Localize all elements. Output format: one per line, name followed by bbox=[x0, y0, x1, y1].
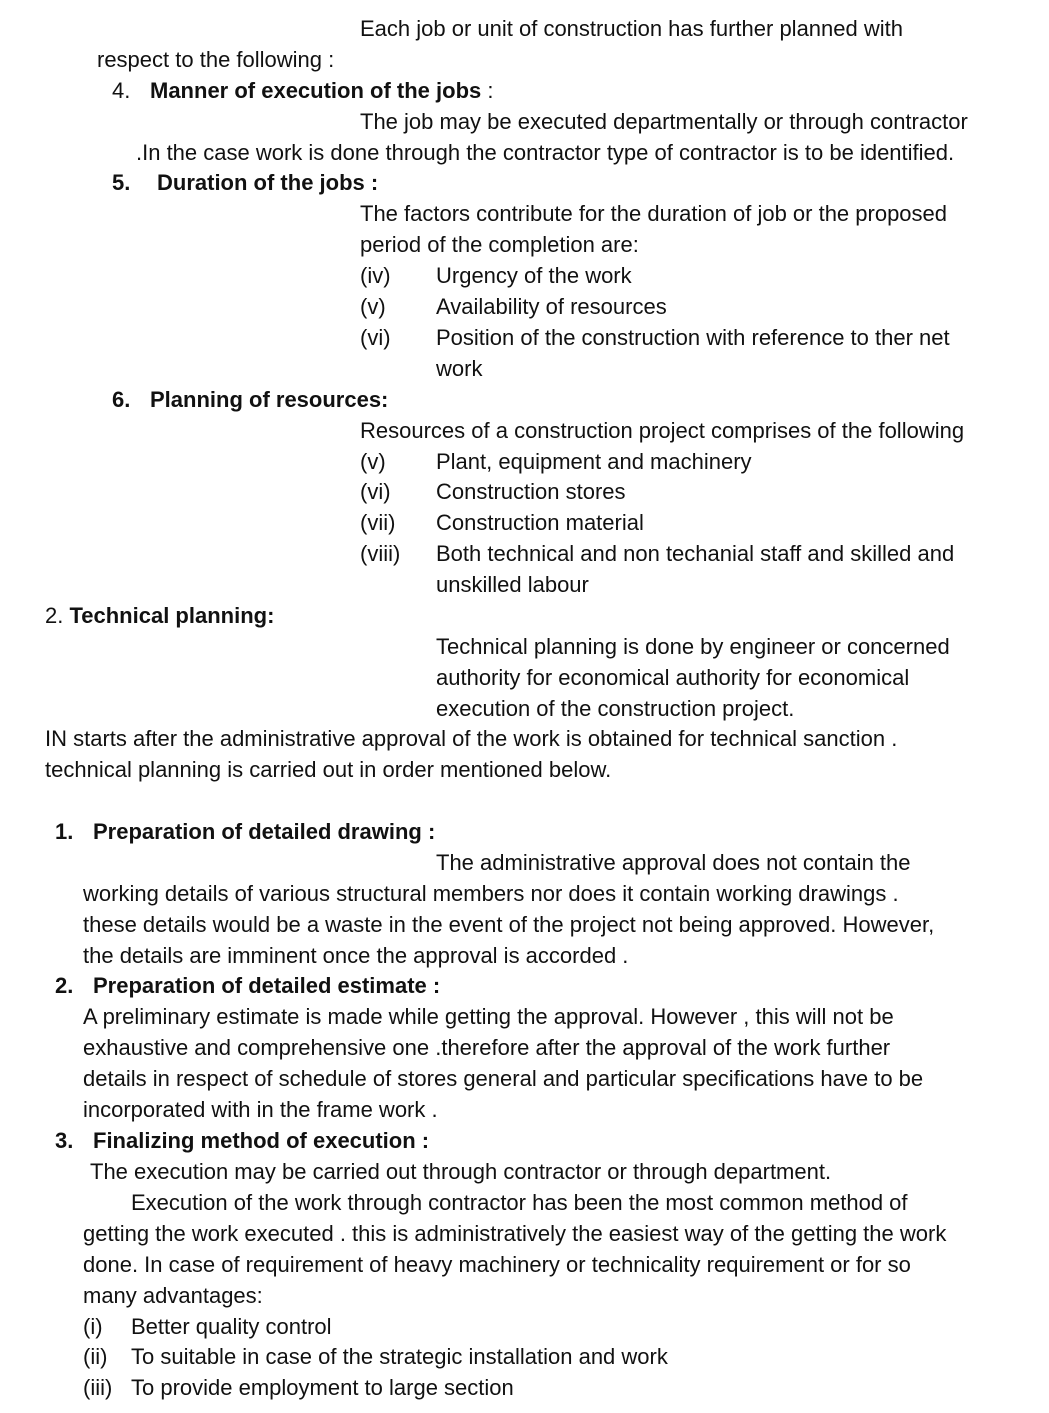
list-marker: (vi) bbox=[360, 479, 391, 504]
body-text: execution of the construction project. bbox=[436, 696, 795, 721]
body-text: The execution may be carried out through contractor or through department. bbox=[90, 1159, 832, 1184]
text-line bbox=[360, 201, 947, 227]
text-line bbox=[97, 47, 334, 73]
body-text: A preliminary estimate is made while getting the approval. However , this will not be bbox=[83, 1004, 894, 1029]
list-marker: 3. bbox=[55, 1128, 74, 1153]
list-marker: (iv) bbox=[360, 263, 391, 288]
body-text: .In the case work is done through the contractor type of contractor is to be identified. bbox=[136, 140, 955, 165]
list-marker: (vi) bbox=[360, 325, 391, 350]
heading-text: Preparation of detailed estimate : bbox=[93, 973, 441, 998]
list-marker: (vii) bbox=[360, 510, 396, 535]
text-line bbox=[83, 1066, 923, 1092]
body-text: To suitable in case of the strategic installation and work bbox=[131, 1344, 668, 1369]
list-marker: 5. bbox=[112, 170, 131, 195]
text-line bbox=[83, 1097, 438, 1123]
text-line bbox=[93, 1128, 429, 1154]
text-line bbox=[93, 973, 440, 999]
text-line bbox=[93, 819, 435, 845]
text-line bbox=[436, 572, 589, 598]
body-text: authority for economical authority for economical bbox=[436, 665, 910, 690]
text-line bbox=[360, 418, 964, 444]
body-text: Plant, equipment and machinery bbox=[436, 449, 752, 474]
body-text: Construction stores bbox=[436, 479, 626, 504]
body-text: working details of various structural members nor does it contain working drawings . bbox=[83, 881, 899, 906]
text-line bbox=[436, 510, 644, 536]
body-text: Each job or unit of construction has further planned with bbox=[360, 16, 903, 41]
list-marker: (viii) bbox=[360, 541, 401, 566]
text-line bbox=[83, 1283, 263, 1309]
text-line bbox=[131, 1190, 908, 1216]
text-line bbox=[83, 1004, 894, 1030]
body-text: Better quality control bbox=[131, 1314, 332, 1339]
text-line bbox=[45, 757, 611, 783]
body-text: The administrative approval does not contain the bbox=[436, 850, 911, 875]
body-text: Both technical and non techanial staff and skilled and bbox=[436, 541, 955, 566]
body-text: exhaustive and comprehensive one .therefore after the approval of the work further bbox=[83, 1035, 891, 1060]
body-text: done. In case of requirement of heavy machinery or technicality requirement or for so bbox=[83, 1252, 911, 1277]
body-text: Execution of the work through contractor has been the most common method of bbox=[131, 1190, 908, 1215]
text-line bbox=[83, 881, 899, 907]
heading-text: Preparation of detailed drawing : bbox=[93, 819, 436, 844]
body-text: Construction material bbox=[436, 510, 644, 535]
list-marker: (iii) bbox=[83, 1375, 113, 1400]
list-marker: 2. bbox=[55, 973, 74, 998]
text-line bbox=[83, 943, 628, 969]
text-line bbox=[83, 1221, 946, 1247]
text-line bbox=[436, 541, 954, 567]
text-line bbox=[45, 603, 274, 629]
list-marker: (v) bbox=[360, 449, 386, 474]
text-line bbox=[436, 634, 950, 660]
body-text: details in respect of schedule of stores general and particular specifications have to be bbox=[83, 1066, 924, 1091]
body-text: unskilled labour bbox=[436, 572, 589, 597]
body-text: 2. bbox=[45, 603, 70, 628]
body-text: Technical planning is done by engineer or concerned bbox=[436, 634, 950, 659]
body-text: the details are imminent once the approval is accorded . bbox=[83, 943, 629, 968]
text-line bbox=[157, 170, 378, 196]
text-line bbox=[136, 140, 954, 166]
body-text: these details would be a waste in the event of the project not being approved. However, bbox=[83, 912, 935, 937]
text-line bbox=[83, 912, 934, 938]
text-line bbox=[360, 232, 639, 258]
body-text: respect to the following : bbox=[97, 47, 335, 72]
text-line bbox=[436, 479, 626, 505]
list-marker: 1. bbox=[55, 819, 74, 844]
list-marker: (v) bbox=[360, 294, 386, 319]
body-text: Position of the construction with reference to ther net bbox=[436, 325, 950, 350]
text-line bbox=[131, 1375, 514, 1401]
text-line bbox=[436, 294, 667, 320]
body-text: : bbox=[481, 78, 494, 103]
text-line bbox=[150, 78, 493, 104]
heading-text: Finalizing method of execution : bbox=[93, 1128, 430, 1153]
body-text: To provide employment to large section bbox=[131, 1375, 514, 1400]
body-text: incorporated with in the frame work . bbox=[83, 1097, 438, 1122]
body-text: period of the completion are: bbox=[360, 232, 639, 257]
body-text: Urgency of the work bbox=[436, 263, 632, 288]
text-line bbox=[436, 449, 752, 475]
text-line bbox=[436, 263, 632, 289]
list-marker: 6. bbox=[112, 387, 131, 412]
body-text: The job may be executed departmentally or through contractor bbox=[360, 109, 968, 134]
text-line bbox=[360, 109, 968, 135]
text-line bbox=[90, 1159, 831, 1185]
text-line bbox=[436, 696, 794, 722]
body-text: Availability of resources bbox=[436, 294, 667, 319]
text-line bbox=[150, 387, 388, 413]
body-text: The factors contribute for the duration of job or the proposed bbox=[360, 201, 948, 226]
heading-text: Technical planning: bbox=[69, 603, 275, 628]
body-text: technical planning is carried out in order mentioned below. bbox=[45, 757, 612, 782]
list-marker: 4. bbox=[112, 78, 131, 103]
body-text: work bbox=[436, 356, 483, 381]
body-text: IN starts after the administrative approval of the work is obtained for technical sanction . bbox=[45, 726, 898, 751]
text-line bbox=[83, 1252, 911, 1278]
text-line bbox=[131, 1344, 668, 1370]
body-text: getting the work executed . this is administratively the easiest way of the getting the work bbox=[83, 1221, 947, 1246]
list-marker: (i) bbox=[83, 1314, 103, 1339]
text-line bbox=[436, 356, 482, 382]
heading-text: Duration of the jobs : bbox=[157, 170, 379, 195]
heading-text: Manner of execution of the jobs bbox=[150, 78, 482, 103]
text-line bbox=[436, 665, 909, 691]
body-text: many advantages: bbox=[83, 1283, 263, 1308]
list-marker: (ii) bbox=[83, 1344, 108, 1369]
text-line bbox=[45, 726, 897, 752]
text-line bbox=[360, 16, 903, 42]
text-line bbox=[83, 1035, 890, 1061]
text-line bbox=[436, 325, 950, 351]
body-text: Resources of a construction project comprises of the following bbox=[360, 418, 965, 443]
heading-text: Planning of resources: bbox=[150, 387, 389, 412]
text-line bbox=[436, 850, 911, 876]
text-line bbox=[131, 1314, 332, 1340]
